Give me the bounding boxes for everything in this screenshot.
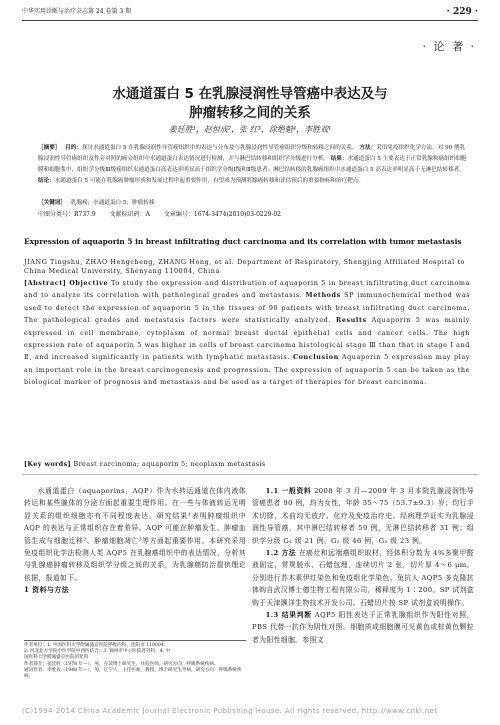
article-title-line-1: 水通道蛋白 5 在乳腺浸润性导管癌中表达及与 (112, 86, 388, 102)
chinese-abstract (38, 143, 470, 187)
section-divider (22, 474, 478, 475)
article-title-line-2: 肿瘤转移之间的关系 (189, 105, 311, 121)
en-conclusion-label: Conclusion (292, 353, 339, 362)
english-keywords (24, 460, 470, 468)
footnote-affiliation-1: 作者单位：1. 中国医科大学附属盛京医院呼吸内科，沈阳市 110004； (24, 643, 169, 648)
subsection-heading-1-1: 1.1 一般资料 (265, 487, 312, 495)
subsection-text-1-2: 在癌灶和远端癌组织取材，经体积分数为 4%多聚甲醛液固定，常规脱水、石蜡包埋，连续切片 2 张，切片厚 4～6 μm。分别进行苏木素伊红染色和免疫组化学染色。兔抗人 AQP5 多克隆抗体购自武汉博士德生物工程有限公司，稀释度为 1∶200。SP 试剂盒购于天津灏洋生物技术开发公司。石蜡切片按 SP 试剂盒说明操作。 (252, 549, 475, 607)
methods-label: 方法： (359, 145, 377, 151)
keywords-text: 乳腺癌；水通道蛋白 5；肿瘤转移 (70, 200, 155, 206)
methods-text: 采用免疫组织化学方法，对 90 例乳腺浸润性导管癌组织及性旁对照的癌旁组织中水通道蛋白表达情况进行检测，并与淋巴结转移和组织学分级进行分析。 (38, 145, 466, 162)
cnki-watermark: (C)1994-2014 China Academic Journal Electronic Publishing House. All rights reserved. http://www.cnki.net (22, 707, 438, 715)
en-abstract-label: [Abstract] (24, 279, 67, 287)
author-list: 姜廷胜¹，赵恒成²，张 红³，徐绝魁⁴，李胜戏¹ (168, 125, 332, 134)
document-code: 文献标识码：A (109, 211, 150, 218)
objective-label: 目的： (65, 145, 82, 151)
en-conclusion-text: Aquaporin 5 expression may play an important role in the breast carcinogenesis and progression. The expression of aquaporin 5 can be taken as the biological marker of prognosis and metastasis and be used as a target of therapies for breast carcinoma. (24, 353, 470, 387)
en-methods-text: SP immunochemical method was used to detect the expression of aquaporin 5 in the tissues of 90 patients with breast infiltrating duct carcinoma. The pathological grades and metastasis factors were statistically analyzed. (24, 291, 470, 325)
subsection-text-1-1: 2008 年 3 月—2009 年 3 月本院乳腺浸润性导管癌患者 90 例，均为女性，年龄 35～75（53.7±9.3）岁；均行手术切除，术前均无放疗、化疗及免疫治疗史。经病理学证实为乳腺浸润性导管癌，其中淋巴结转移者 59 例，无淋巴结转移者 31 例；组织学分级 G₁ 级 21 例，G₂ 级 46 例，G₃ 级 23 例。 (252, 487, 474, 545)
keywords-label: ［关键词］ (38, 200, 66, 206)
subsection-text-1-3: AQP5 阳性表达于正常乳腺组织作为阳性对照，PBS 代替一抗作为阴性对照。细胞质或细胞膜可见黄色或棕黄色颗粒者为阳性细胞。参照文 (252, 611, 474, 644)
en-results-text: Aquaporin 5 was mainly expressed in cell membrane, cytoplasm of normal breast ductal epithelial cells and cancer cells. The high expression rate of aquaporin 5 was higher in cells of breast carcinoma histological stage Ⅲ than that in stage Ⅰ and Ⅱ, and increased significantly in patients with lymphatic metastasis. (24, 316, 470, 362)
english-title: Expression of aquaporin 5 in breast infiltrating duct carcinoma and its correlation with tumor metastasis (24, 237, 462, 246)
section-heading-materials-methods: 1 资料与方法 (24, 585, 70, 595)
english-abstract (24, 277, 470, 389)
running-header (22, 6, 478, 21)
chinese-keywords (38, 198, 470, 209)
body-column-right (252, 485, 474, 646)
abstract-label: ［摘要］ (38, 145, 61, 151)
section-tag: · 论 著 · (422, 40, 476, 53)
journal-name: 中华实用诊断与治疗杂志第 24 卷第 3 期 (22, 8, 132, 15)
subsection-heading-1-3: 1.3 结果判断 (265, 611, 312, 620)
introduction-paragraph: 水通道蛋白（aquaporins，AQP）作为水转运通道在体内液体转运和某些腺体的分泌方面起重要生理作用。在一些与体液转运无明显关系的组织细胞亦有不同程度表达。研究结果¹表明肿瘤组织中 AQP 的表达与正常组织存在着差异。AQP 可能在肿瘤发生、肿瘤血管生成与细胞迁移²、肿瘤细胞凋亡³等方面起重要作用。本研究采用免疫组织化学法检测人类 AQP5 在乳腺癌组织中的表达情况，分析其与乳腺癌肿瘤转移及组织学分级之间的关系，为乳腺癌防治提供理论依据，报道如下。 (24, 487, 246, 582)
clc-number: 中图分类号：R737.9 (38, 211, 96, 218)
conclusion-label: 结论： (38, 178, 55, 184)
results-text: 水通道蛋白 5 主要表达于正常乳腺和癌组织细胞膜和细胞浆中，组织学分级Ⅲ级癌组织水通道蛋白高表达率明显高于组织学分级Ⅰ级和Ⅱ级患者；淋巴结转移的乳腺癌组织中水通道蛋白 5 高表达率明显高于无淋巴结转移者。 (38, 156, 467, 173)
en-methods-label: Methods (305, 291, 341, 300)
objective-text: 探讨水通道蛋白 5 在乳腺浸润性导管癌组织中的表达与分布及与乳腺浸润性导管癌组织分级和转移之间的关系。 (81, 145, 358, 151)
author-footnote (24, 640, 246, 680)
en-objective-text: To study the expression and distribution of aquaporin 5 in breast infiltrating duct carcinoma and to analyze its correlation with pathological grades and metastasis. (24, 279, 470, 300)
en-results-label: Results (335, 316, 367, 325)
results-label: 结果： (330, 156, 348, 162)
conclusion-text: 水通道蛋白 5 可能在乳腺癌肿瘤形成和发展过程中起重要作用，有望成为预测乳腺癌转移和评估预后的重要指标和治疗靶点。 (54, 178, 364, 184)
subsection-heading-1-2: 1.2 方法 (265, 549, 297, 558)
footnote-affiliation-2: 2. 河北北方学院中医学院中西医结合；3. 锦州市中心医院普外科；4. 中 (24, 649, 171, 655)
en-keywords-text: Breast carcinoma; aquaporin 5; neoplasm metastasis (73, 460, 266, 468)
en-objective-label: Objective (69, 279, 109, 287)
article-number: 文章编号：1674-3474(2010)03-0229-02 (163, 211, 282, 218)
page-number: · 229 · (446, 7, 478, 17)
body-column-left (24, 485, 246, 597)
footnote-corresponding-author: 通讯作者：李胜戏（1948 年—），男，辽宁人，主任医师，教授，博士研究生导师，研究方向：呼吸系统疾病。 (24, 667, 242, 680)
footnote-affiliation-3: 国医科大学附属盛京医院消化科 (24, 655, 89, 661)
classification-row (38, 210, 470, 220)
english-authors: JIANG Tingshu, ZHAO Hengcheng, ZHANG Hong, et al. Department of Respiratory, Shengjing Affiliated Hospital to China Medical University, Shenyang 110004, China (24, 258, 465, 275)
en-keywords-label: [Key words] (24, 460, 72, 468)
footnote-author-bio: 作者简介：姜廷胜（1978 年—），男，在读博士研究生，住院医师，研究方向：呼吸系统疾病。 (24, 661, 219, 667)
